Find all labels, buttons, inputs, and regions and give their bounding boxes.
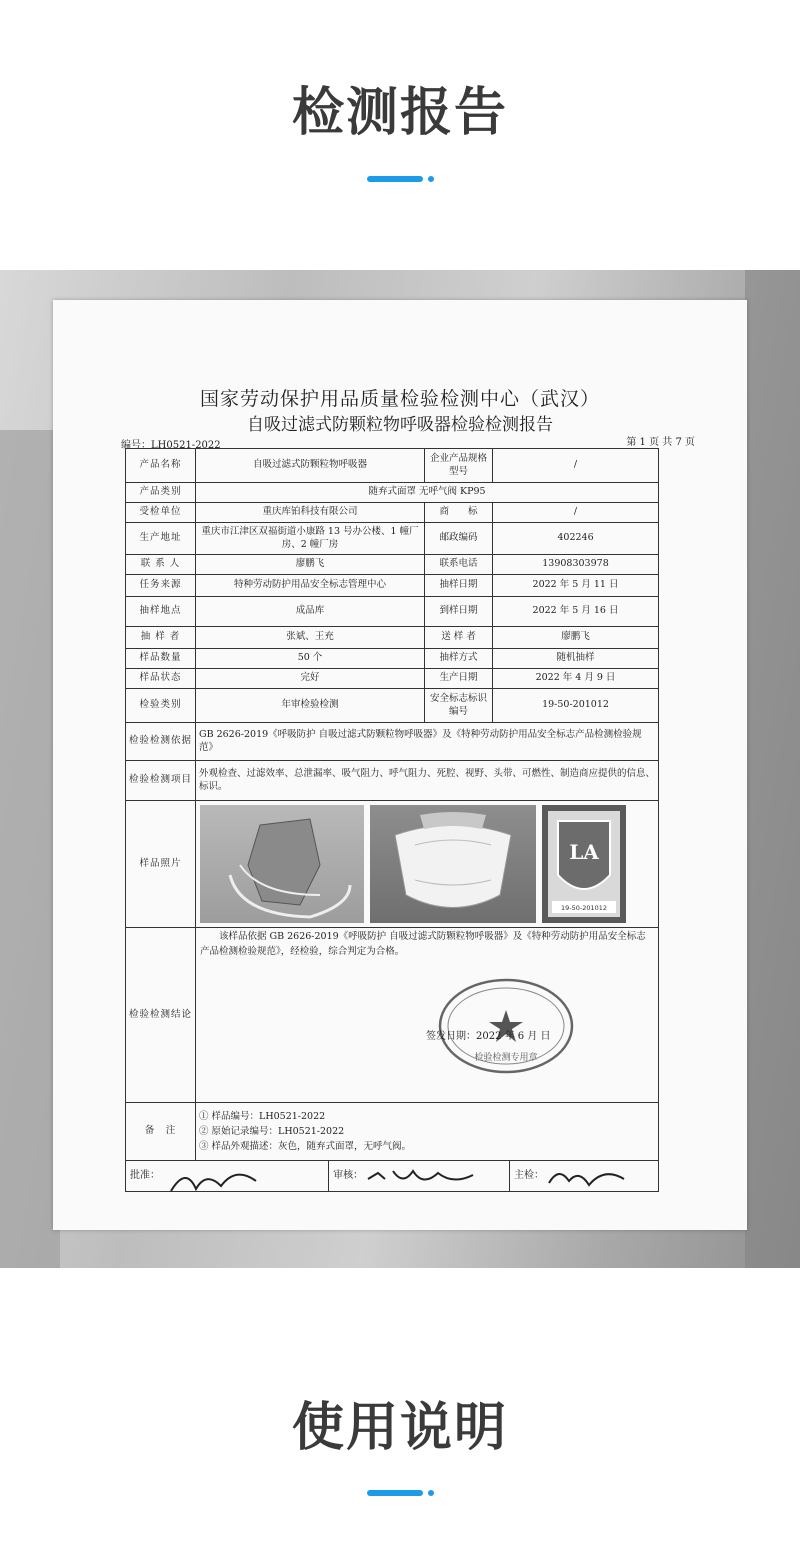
mask-photo-side	[200, 805, 364, 923]
value-test-type: 年审检验检测	[196, 689, 425, 723]
remark-1: ① 样品编号：LH0521-2022	[199, 1110, 326, 1122]
inspector-signature	[544, 1161, 634, 1195]
section-heading-report: 检测报告	[291, 83, 508, 143]
label-qty: 样品数量	[126, 649, 196, 669]
inspector-signature-field	[509, 1161, 658, 1191]
label-safety: 安全标志标识编号	[425, 689, 493, 723]
value-sampler: 张斌、王充	[196, 627, 425, 649]
label-postcode: 邮政编码	[425, 523, 493, 555]
label-category: 产品类别	[126, 483, 196, 503]
value-conclusion: 该样品依据 GB 2626-2019《呼吸防护 自吸过滤式防颗粒物呼吸器》及《特种劳动防护用品安全标志产品检测检验规范》，经检验，综合判定为合格。	[200, 931, 646, 957]
official-seal	[436, 976, 576, 1076]
page-info: 第 1 页 共 7 页	[626, 437, 695, 448]
heading-underline	[367, 176, 423, 182]
value-safety: 19-50-201012	[493, 689, 659, 723]
usage-heading-underline	[367, 1490, 423, 1496]
value-postcode: 402246	[493, 523, 659, 555]
remark-3: ③ 样品外观描述：灰色，随弃式面罩，无呼气阀。	[199, 1141, 412, 1153]
report-number: 编号：LH0521-2022	[121, 440, 221, 451]
value-address: 重庆市江津区双福街道小康路 13 号办公楼、1 幢厂房、2 幢厂房	[196, 523, 425, 555]
value-sample-date: 2022 年 5 月 11 日	[493, 575, 659, 597]
value-state: 完好	[196, 669, 425, 689]
value-product-name: 自吸过滤式防颗粒物呼吸器	[196, 449, 425, 483]
label-address: 生产地址	[126, 523, 196, 555]
review-label: 审核：	[333, 1170, 364, 1181]
la-badge-photo	[542, 805, 626, 923]
label-sample-date: 抽样日期	[425, 575, 493, 597]
value-contact: 廖鹏飞	[196, 555, 425, 575]
report-table	[125, 448, 659, 1192]
label-sampler: 抽 样 者	[126, 627, 196, 649]
conclusion-cell	[196, 928, 658, 1102]
label-sender: 送 样 者	[425, 627, 493, 649]
label-model: 企业产品规格型号	[425, 449, 493, 483]
value-phone: 13908303978	[493, 555, 659, 575]
value-prod-date: 2022 年 4 月 9 日	[493, 669, 659, 689]
approve-signature	[166, 1161, 276, 1201]
value-category: 随弃式面罩 无呼气阀 KP95	[196, 483, 659, 503]
label-photo: 样品照片	[126, 801, 196, 928]
mask-photo-inside	[370, 805, 536, 923]
value-model: /	[493, 449, 659, 483]
label-state: 样品状态	[126, 669, 196, 689]
label-arrival: 到样日期	[425, 597, 493, 627]
label-product-name: 产品名称	[126, 449, 196, 483]
label-remark: 备 注	[126, 1103, 196, 1161]
value-unit: 重庆库铂科技有限公司	[196, 503, 425, 523]
value-items: 外观检查、过滤效率、总泄漏率、吸气阻力、呼气阻力、死腔、视野、头带、可燃性、制造商应提供的信息、标识。	[196, 761, 659, 801]
report-subtitle: 自吸过滤式防颗粒物呼吸器检验检测报告	[247, 415, 553, 435]
value-source: 特种劳动防护用品安全标志管理中心	[196, 575, 425, 597]
label-prod-date: 生产日期	[425, 669, 493, 689]
label-conclusion: 检验检测结论	[126, 928, 196, 1103]
label-test-type: 检验类别	[126, 689, 196, 723]
review-signature-field	[328, 1161, 509, 1191]
la-badge-letters: LA	[569, 840, 599, 864]
sign-date: 签发日期：2022 年 6 月 日	[426, 1031, 551, 1042]
report-title: 国家劳动保护用品质量检验检测中心（武汉）	[199, 388, 600, 410]
la-badge-number: 19-50-201012	[560, 904, 608, 912]
label-items: 检验检测项目	[126, 761, 196, 801]
label-trademark: 商 标	[425, 503, 493, 523]
label-source: 任务来源	[126, 575, 196, 597]
label-method: 抽样方式	[425, 649, 493, 669]
value-sender: 廖鹏飞	[493, 627, 659, 649]
approve-signature-field	[126, 1169, 328, 1183]
inspect-label: 主检：	[514, 1170, 545, 1181]
label-sample-place: 抽样地点	[126, 597, 196, 627]
value-trademark: /	[493, 503, 659, 523]
test-report-document	[53, 300, 747, 1230]
value-arrival: 2022 年 5 月 16 日	[493, 597, 659, 627]
value-basis: GB 2626-2019《呼吸防护 自吸过滤式防颗粒物呼吸器》及《特种劳动防护用品安全标志产品检测检验规范》	[196, 723, 659, 761]
label-basis: 检验检测依据	[126, 723, 196, 761]
value-method: 随机抽样	[493, 649, 659, 669]
approve-label: 批准：	[130, 1170, 160, 1182]
label-contact: 联 系 人	[126, 555, 196, 575]
seal-text: 检验检测专用章	[474, 1053, 538, 1063]
sample-photos	[200, 805, 654, 923]
remark-2: ② 原始记录编号：LH0521-2022	[199, 1125, 345, 1137]
value-qty: 50 个	[196, 649, 425, 669]
usage-heading-dot	[428, 1490, 434, 1496]
section-heading-usage: 使用说明	[291, 1398, 508, 1458]
label-phone: 联系电话	[425, 555, 493, 575]
heading-dot	[428, 176, 434, 182]
review-signature	[363, 1161, 483, 1195]
label-unit: 受检单位	[126, 503, 196, 523]
value-sample-place: 成品库	[196, 597, 425, 627]
